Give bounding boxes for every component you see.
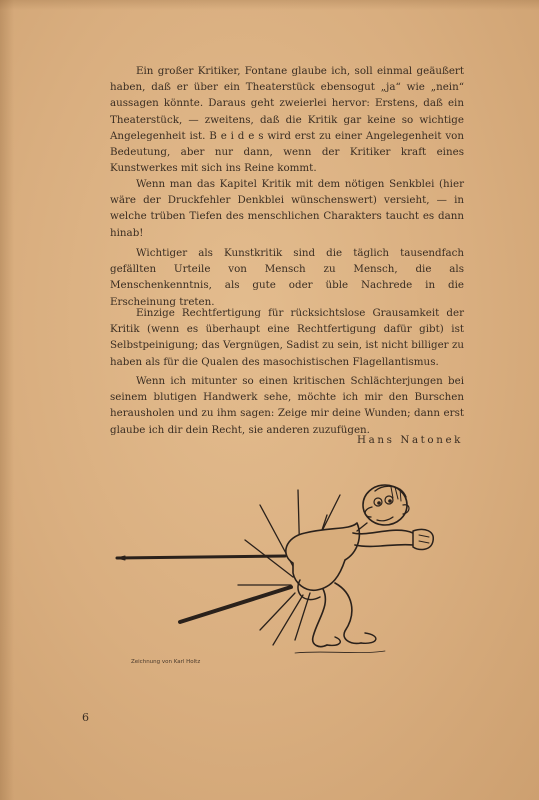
paragraph-2-text: Wenn man das Kapitel Kritik mit dem nötigen Senkblei (hier wäre der Druckfehler Denkblei wünschenswert) versieht, — in welche trüben Tiefen des menschlichen Charakters taucht es dann hinab! [110,178,464,239]
paragraph-1-text: Ein großer Kritiker, Fontane glaube ich, soll einmal geäußert haben, daß er über ein Theaterstück ebensogut „ja“ wie „nein“ aussagen könnte. Daraus geht zweierlei hervor: Erstens, daß ein Theaterstück, — zweitens, daß die Kritik gar keine so wichtige Angelegenheit ist. B e i d e s wird erst zu einer Angelegenheit von Bedeutung, aber nur dann, wenn der Kritiker kraft eines Kunstwerkes mit sich ins Reine kommt. [110,65,464,175]
paragraph-3 [110,245,464,310]
paragraph-5 [110,373,464,438]
page-edge-shadow [0,0,14,800]
page-top-shadow [0,0,539,10]
paragraph-1 [110,63,464,176]
page-number: 6 [82,711,89,724]
paragraph-4-text: Einzige Rechtfertigung für rücksichtslose Grausamkeit der Kritik (wenn es überhaupt eine Rechtfertigung dafür gibt) ist Selbstpeinigung; das Vergnügen, Sadist zu sein, ist nicht billiger zu haben als für die Qualen des masochistischen Flagellantismus. [110,307,464,368]
paragraph-5-text: Wenn ich mitunter so einen kritischen Schlächterjungen bei seinem blutigen Handwerk sehe, möchte ich mir den Burschen herausholen und zu ihm sagen: Zeige mir deine Wunden; dann erst glaube ich dir dein Recht, sie anderen zuzufügen. [110,375,464,436]
illustration-caption: Zeichnung von Karl Holtz [131,659,201,665]
author-name: Hans Natonek [357,434,463,446]
paragraph-2 [110,176,464,241]
paragraph-3-text: Wichtiger als Kunstkritik sind die täglich tausendfach gefällten Urteile von Mensch zu Mensch, die als Menschenkenntnis, als gute oder üble Nachrede in die Erscheinung treten. [110,247,464,308]
paragraph-4 [110,305,464,370]
caricature-figure-pierced-by-lance-icon [95,465,455,670]
